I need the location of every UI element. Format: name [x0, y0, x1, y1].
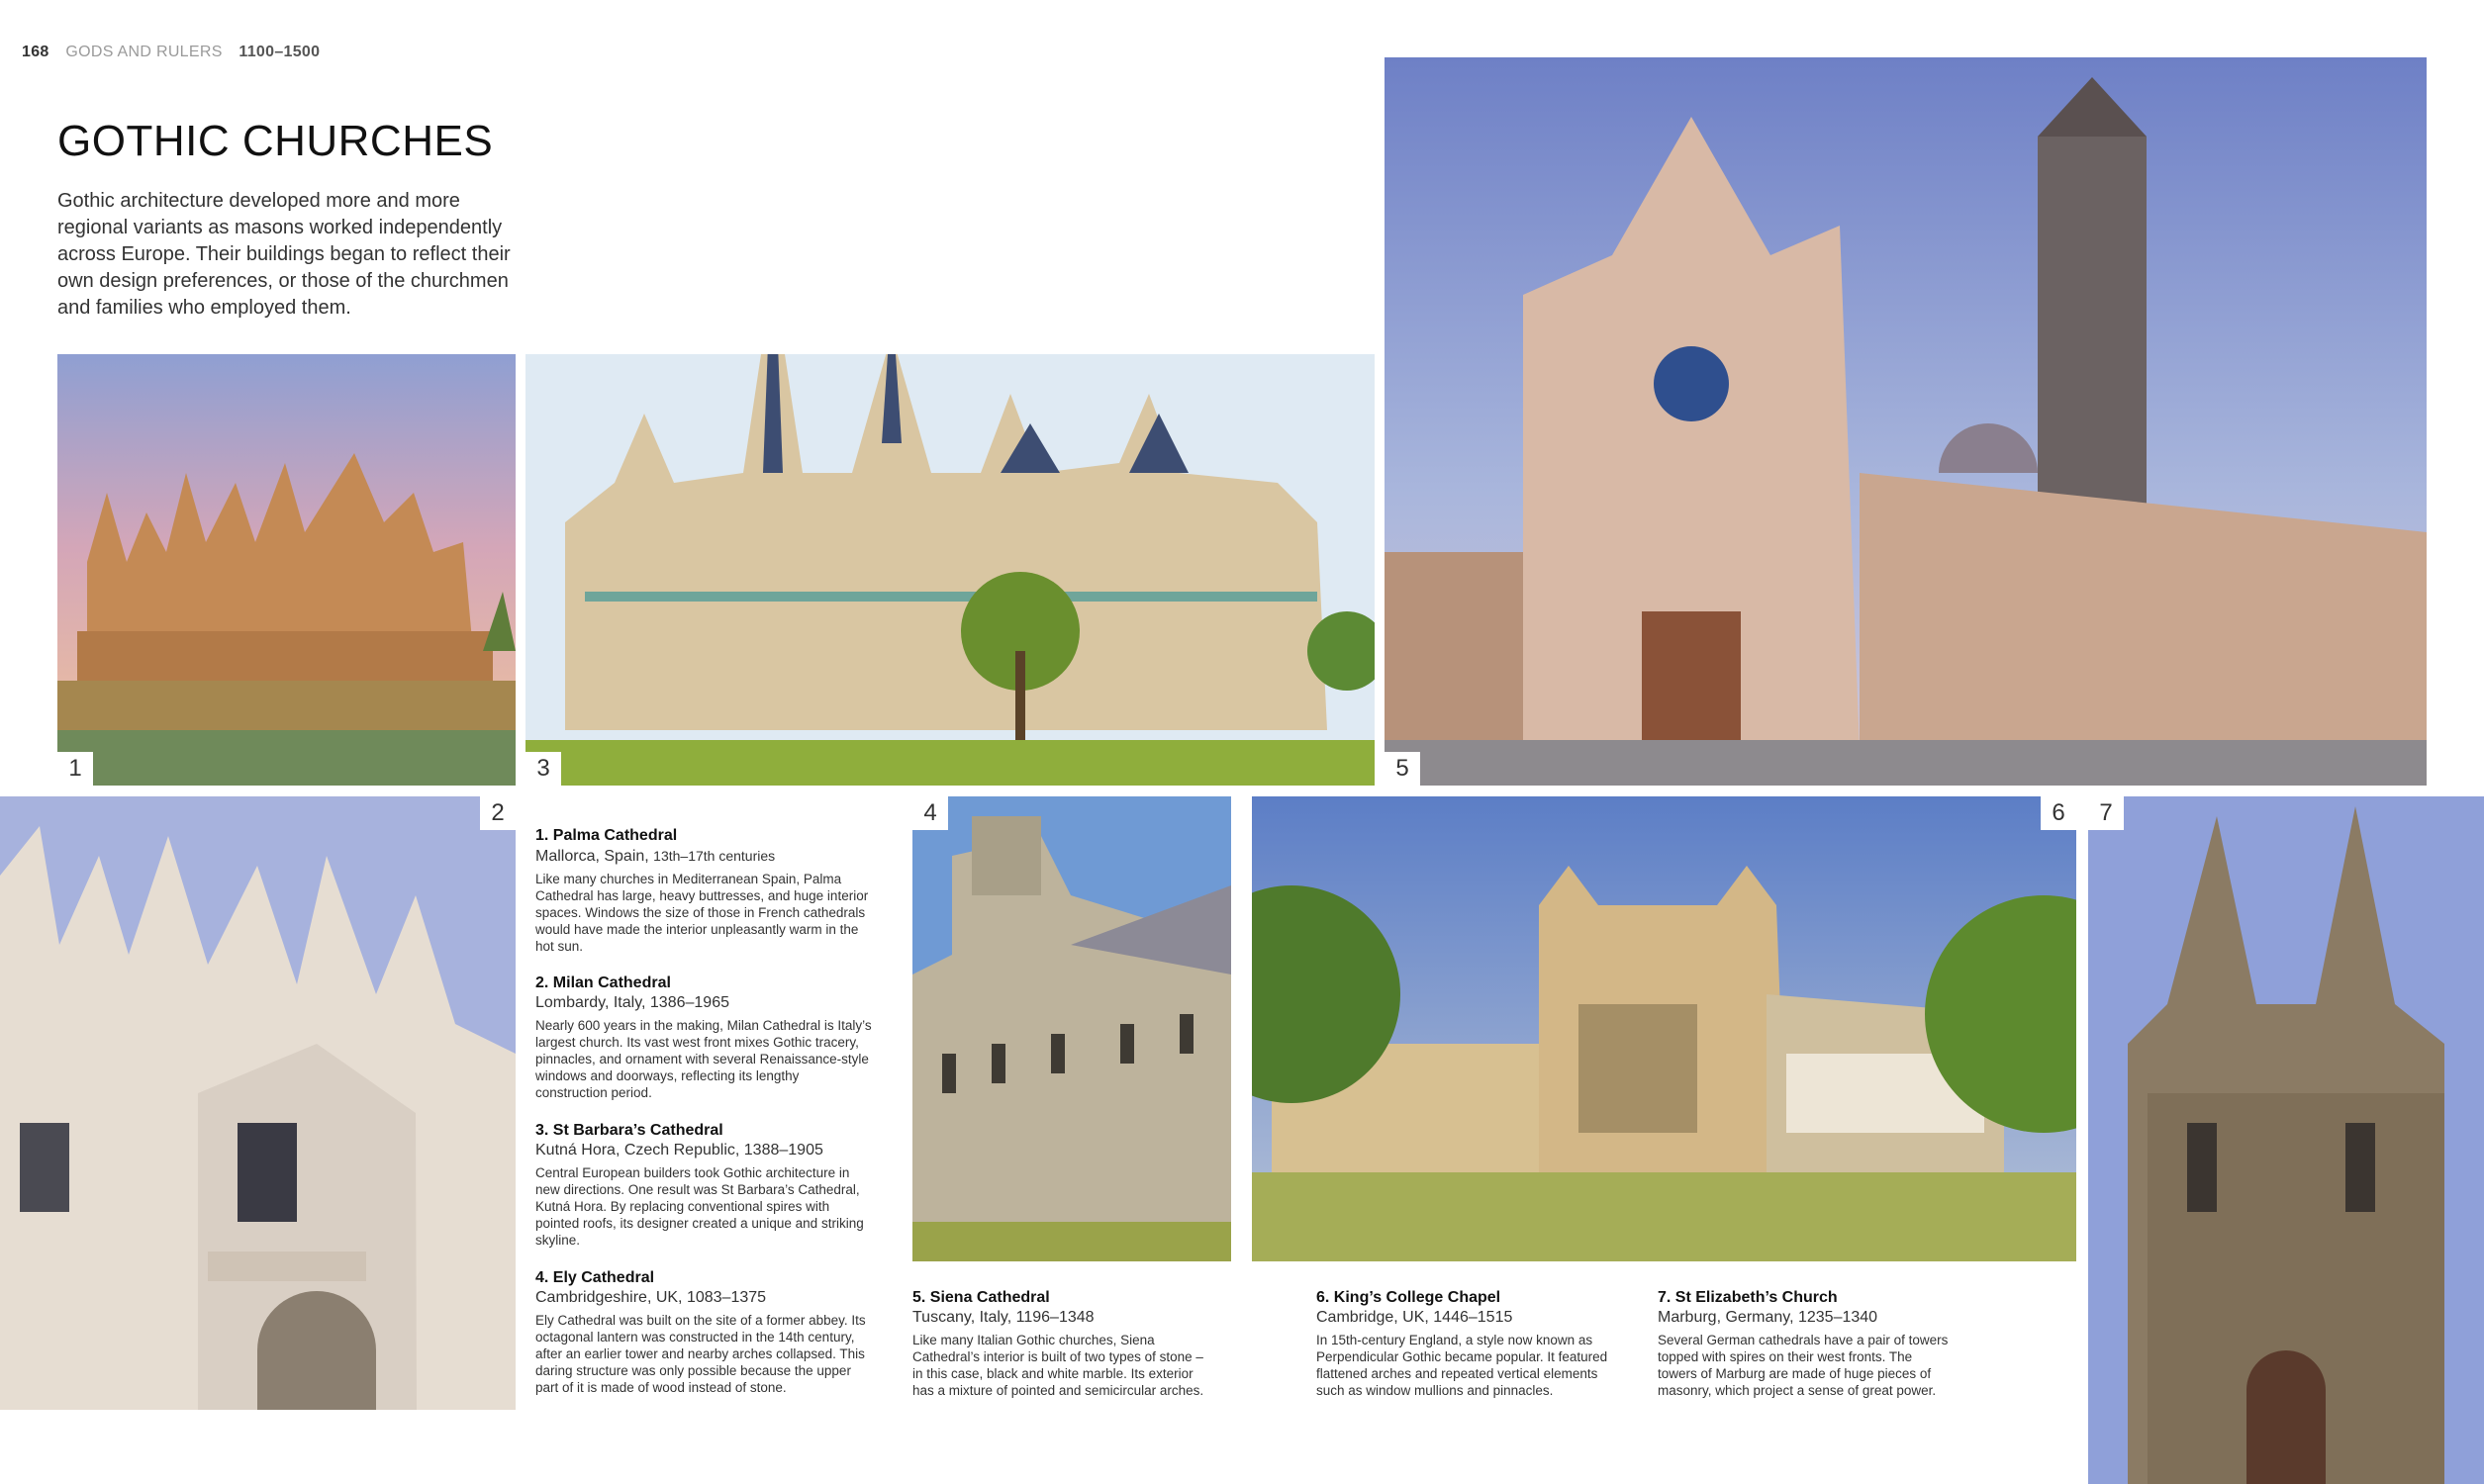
caption-palma-cathedral — [535, 826, 872, 955]
caption-text: In 15th-century England, a style now known as Perpendicular Gothic became popular. It featured flattened arches and repeated vertical elements such as window mullions and pinnacles. — [1316, 1333, 1608, 1398]
photo-number: 5 — [1385, 752, 1420, 786]
caption-st-elizabeths-church — [1658, 1288, 1955, 1399]
caption-text: Like many churches in Mediterranean Spain, Palma Cathedral has large, heavy buttresses, and huge interior spaces. Windows the size of those in French cathedrals would have made the interior unpleasantly warm in the hot sun. — [535, 872, 869, 954]
photo-number: 6 — [2041, 796, 2076, 830]
photo-palma-cathedral — [57, 354, 516, 786]
caption-heading: 4. Ely Cathedral — [535, 1269, 655, 1286]
caption-text: Several German cathedrals have a pair of towers topped with spires on their west fronts. The towers of Marburg are made of huge pieces of masonry, which project a sense of great power. — [1658, 1333, 1949, 1398]
caption-location: Lombardy, Italy, 1386–1965 — [535, 994, 729, 1011]
caption-location: Tuscany, Italy, 1196–1348 — [912, 1309, 1095, 1326]
caption-text: Nearly 600 years in the making, Milan Cathedral is Italy’s largest church. Its vast west front mixes Gothic tracery, pinnacles, and ornament with several Renaissance-style windows and doorways, reflecting its lengthy construction period. — [535, 1018, 872, 1100]
caption-location: Cambridgeshire, UK, 1083–1375 — [535, 1289, 767, 1306]
caption-location: Marburg, Germany, 1235–1340 — [1658, 1309, 1878, 1326]
page-title: GOTHIC CHURCHES — [57, 117, 494, 165]
caption-location: Cambridge, UK, 1446–1515 — [1316, 1309, 1513, 1326]
photo-siena-cathedral — [1385, 57, 2427, 786]
running-head — [22, 44, 320, 61]
caption-text: Like many Italian Gothic churches, Siena Cathedral’s interior is built of two types of stone – in this case, black and white marble. Its exterior has a mixture of pointed and semicircular arches. — [912, 1333, 1204, 1398]
caption-heading: 5. Siena Cathedral — [912, 1289, 1050, 1306]
caption-text: Central European builders took Gothic architecture in new directions. One result was St Barbara’s Cathedral, Kutná Hora. By replacing conventional spires with pointed roofs, its designer created a unique and striking skyline. — [535, 1165, 864, 1248]
caption-heading: 1. Palma Cathedral — [535, 827, 678, 844]
caption-milan-cathedral — [535, 974, 872, 1101]
caption-heading: 2. Milan Cathedral — [535, 974, 671, 991]
caption-st-barbaras-cathedral — [535, 1121, 872, 1249]
page-number: 168 — [22, 44, 49, 60]
photo-st-barbaras-cathedral — [525, 354, 1375, 786]
caption-ely-cathedral — [535, 1268, 872, 1396]
photo-st-elizabeths-church — [2088, 796, 2484, 1484]
caption-kings-college-chapel — [1316, 1288, 1613, 1399]
era-range: 1100–1500 — [239, 44, 321, 60]
photo-number: 4 — [912, 796, 948, 830]
photo-kings-college-chapel — [1252, 796, 2076, 1261]
caption-location: Kutná Hora, Czech Republic, 1388–1905 — [535, 1142, 823, 1159]
caption-siena-cathedral — [912, 1288, 1209, 1399]
photo-number: 7 — [2088, 796, 2124, 830]
photo-number: 3 — [525, 752, 561, 786]
photo-number: 2 — [480, 796, 516, 830]
photo-ely-cathedral — [912, 796, 1231, 1261]
caption-heading: 3. St Barbara’s Cathedral — [535, 1122, 723, 1139]
caption-heading: 6. King’s College Chapel — [1316, 1289, 1501, 1306]
intro-paragraph: Gothic architecture developed more and more regional variants as masons worked independently across Europe. Their buildings began to reflect their own design preferences, or those of the churchmen and families who employed them. — [57, 190, 511, 319]
caption-text: Ely Cathedral was built on the site of a former abbey. Its octagonal lantern was constructed in the 14th century, after an earlier tower and nearby arches collapsed. This daring structure was only possible because the upper part of it is made of wood instead of stone. — [535, 1313, 866, 1395]
section-name: GODS AND RULERS — [65, 44, 223, 60]
photo-milan-cathedral — [0, 796, 516, 1410]
caption-heading: 7. St Elizabeth’s Church — [1658, 1289, 1838, 1306]
caption-location: Mallorca, Spain, 13th–17th centuries — [535, 848, 776, 865]
photo-number: 1 — [57, 752, 93, 786]
